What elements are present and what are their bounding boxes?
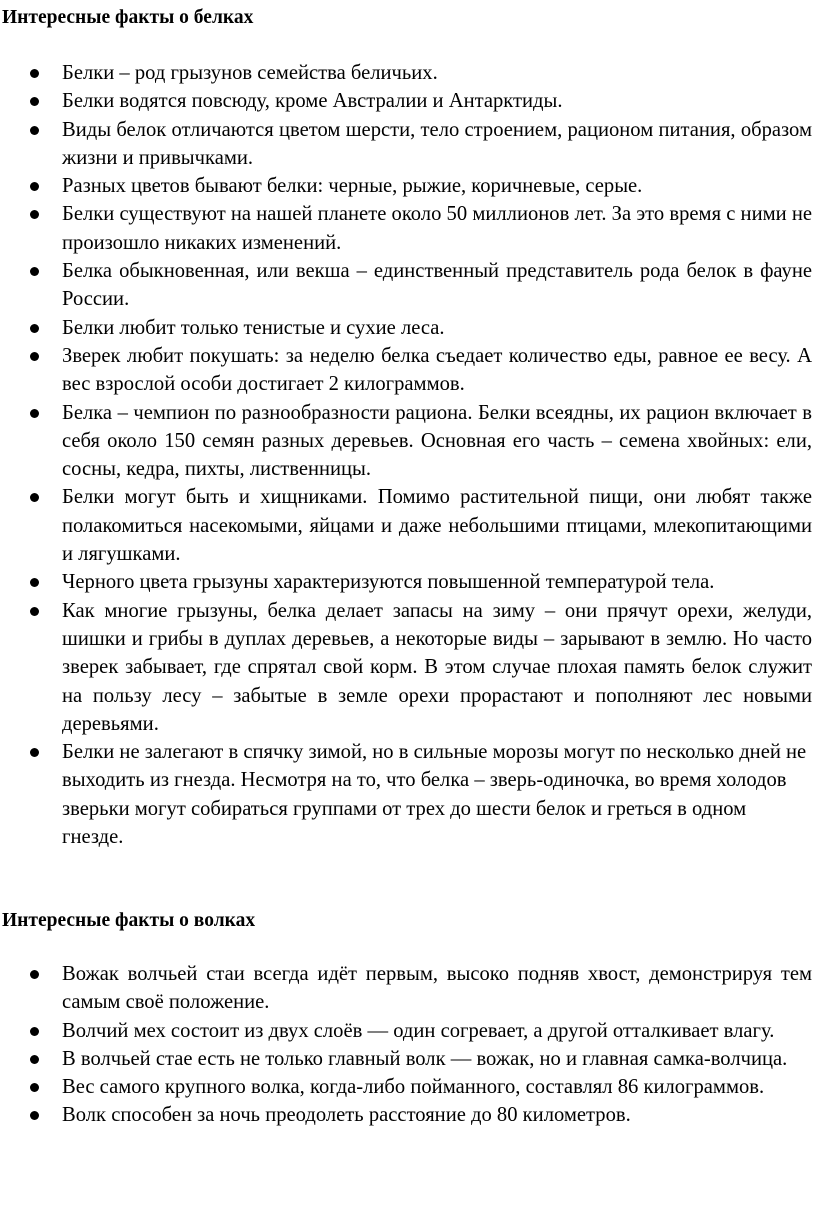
list-item: Вожак волчьей стаи всегда идёт первым, высоко подняв хвост, демонстрируя тем самым своё положение. xyxy=(0,960,816,1017)
list-item: Белки водятся повсюду, кроме Австралии и Антарктиды. xyxy=(0,87,816,115)
wolf-facts-list xyxy=(0,960,816,1130)
list-item: Белки – род грызунов семейства беличьих. xyxy=(0,59,816,87)
list-item: Белки любит только тенистые и сухие леса. xyxy=(0,314,816,342)
list-item: Волчий мех состоит из двух слоёв — один согревает, а другой отталкивает влагу. xyxy=(0,1017,816,1045)
list-item: Черного цвета грызуны характеризуются повышенной температурой тела. xyxy=(0,568,816,596)
squirrel-facts-list xyxy=(0,59,816,851)
section-title-wolves: Интересные факты о волках xyxy=(2,910,256,931)
list-item: Волк способен за ночь преодолеть расстояние до 80 километров. xyxy=(0,1101,816,1129)
list-item: Вес самого крупного волка, когда-либо пойманного, составлял 86 килограммов. xyxy=(0,1073,816,1101)
section-title-squirrels: Интересные факты о белках xyxy=(2,7,254,28)
list-item: Белки могут быть и хищниками. Помимо растительной пищи, они любят также полакомиться насекомыми, яйцами и даже небольшими птицами, млекопитающими и лягушками. xyxy=(0,483,816,568)
list-item: Зверек любит покушать: за неделю белка съедает количество еды, равное ее весу. А вес взрослой особи достигает 2 килограммов. xyxy=(0,342,816,399)
list-item: В волчьей стае есть не только главный волк — вожак, но и главная самка-волчица. xyxy=(0,1045,816,1073)
list-item: Белка обыкновенная, или векша – единственный представитель рода белок в фауне России. xyxy=(0,257,816,314)
list-item: Виды белок отличаются цветом шерсти, тело строением, рационом питания, образом жизни и привычками. xyxy=(0,116,816,173)
list-item: Белки не залегают в спячку зимой, но в сильные морозы могут по несколько дней не выходить из гнезда. Несмотря на то, что белка – зверь-одиночка, во время холодов зверьки могут собираться группами от трех до шести белок и греться в одном гнезде. xyxy=(0,738,816,851)
list-item: Разных цветов бывают белки: черные, рыжие, коричневые, серые. xyxy=(0,172,816,200)
list-item: Белка – чемпион по разнообразности рациона. Белки всеядны, их рацион включает в себя около 150 семян разных деревьев. Основная его часть – семена хвойных: ели, сосны, кедра, пихты, лиственницы. xyxy=(0,399,816,484)
list-item: Белки существуют на нашей планете около 50 миллионов лет. За это время с ними не произошло никаких изменений. xyxy=(0,200,816,257)
list-item: Как многие грызуны, белка делает запасы на зиму – они прячут орехи, желуди, шишки и грибы в дуплах деревьев, а некоторые виды – зарывают в землю. Но часто зверек забывает, где спрятал свой корм. В этом случае плохая память белок служит на пользу лесу – забытые в земле орехи прорастают и пополняют лес новыми деревьями. xyxy=(0,597,816,738)
